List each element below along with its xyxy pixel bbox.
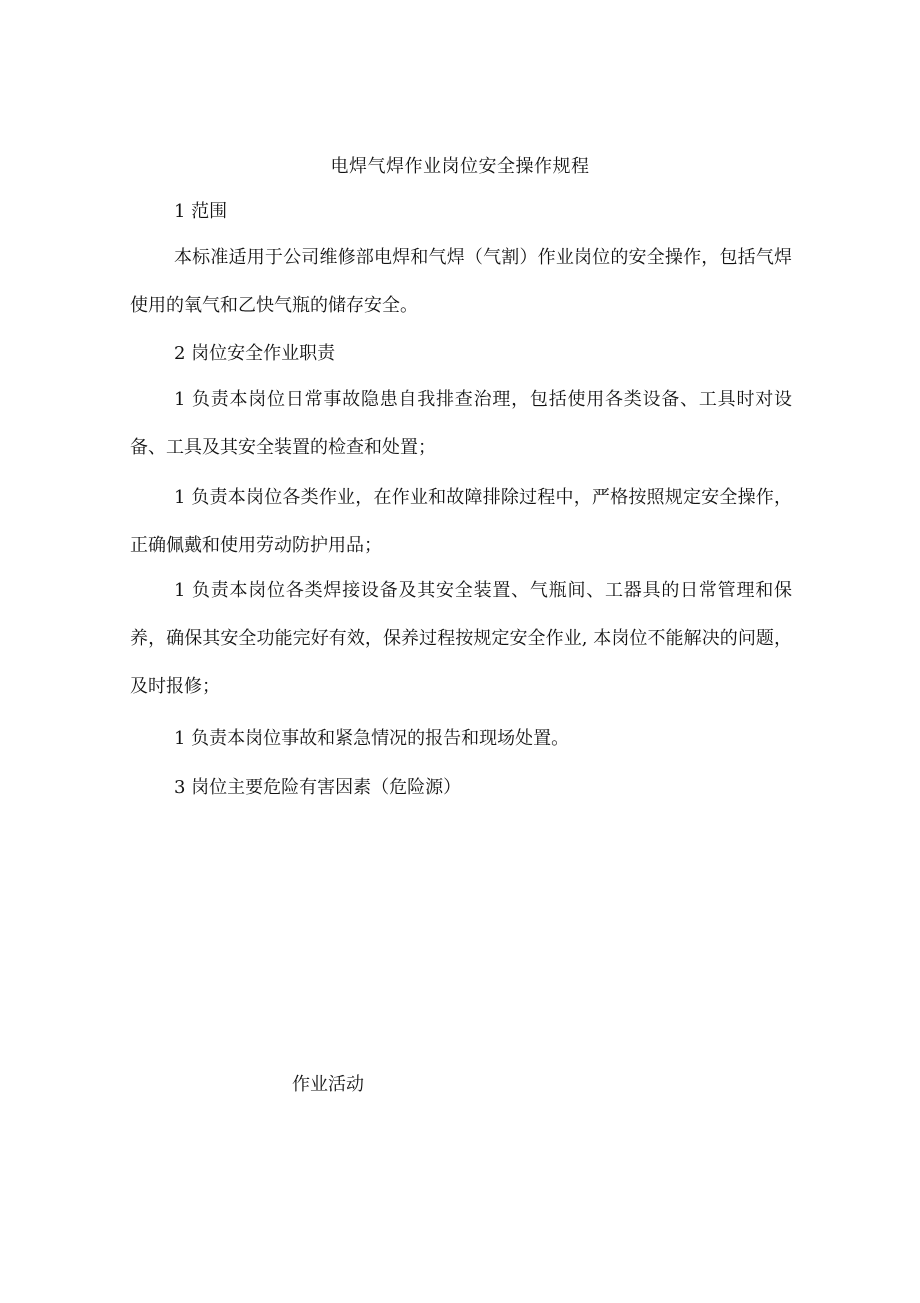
duty-item-1: 1 负责本岗位日常事故隐患自我排查治理，包括使用各类设备、工具时对设备、工具及其安全装置的检查和处置；	[130, 389, 792, 458]
document-title: 电焊气焊作业岗位安全操作规程	[330, 156, 590, 177]
section-1-body: 本标准适用于公司维修部电焊和气焊（气割）作业岗位的安全操作，包括气焊使用的氧气和乙快气瓶的储存安全。	[130, 247, 792, 316]
section-1-heading: 1 范围	[174, 201, 228, 222]
section-2-heading: 2 岗位安全作业职责	[174, 343, 336, 364]
duty-item-2: 1 负责本岗位各类作业，在作业和故障排除过程中，严格按照规定安全操作，正确佩戴和使用劳动防护用品；	[130, 487, 792, 556]
duty-item-3: 1 负责本岗位各类焊接设备及其安全装置、气瓶间、工器具的日常管理和保养，确保其安全功能完好有效，保养过程按规定安全作业, 本岗位不能解决的问题，及时报修；	[130, 580, 792, 697]
duty-item-4: 1 负责本岗位事故和紧急情况的报告和现场处置。	[174, 728, 570, 749]
section-3-heading: 3 岗位主要危险有害因素（危险源）	[174, 777, 462, 798]
table-header-activity: 作业活动	[292, 1074, 364, 1095]
